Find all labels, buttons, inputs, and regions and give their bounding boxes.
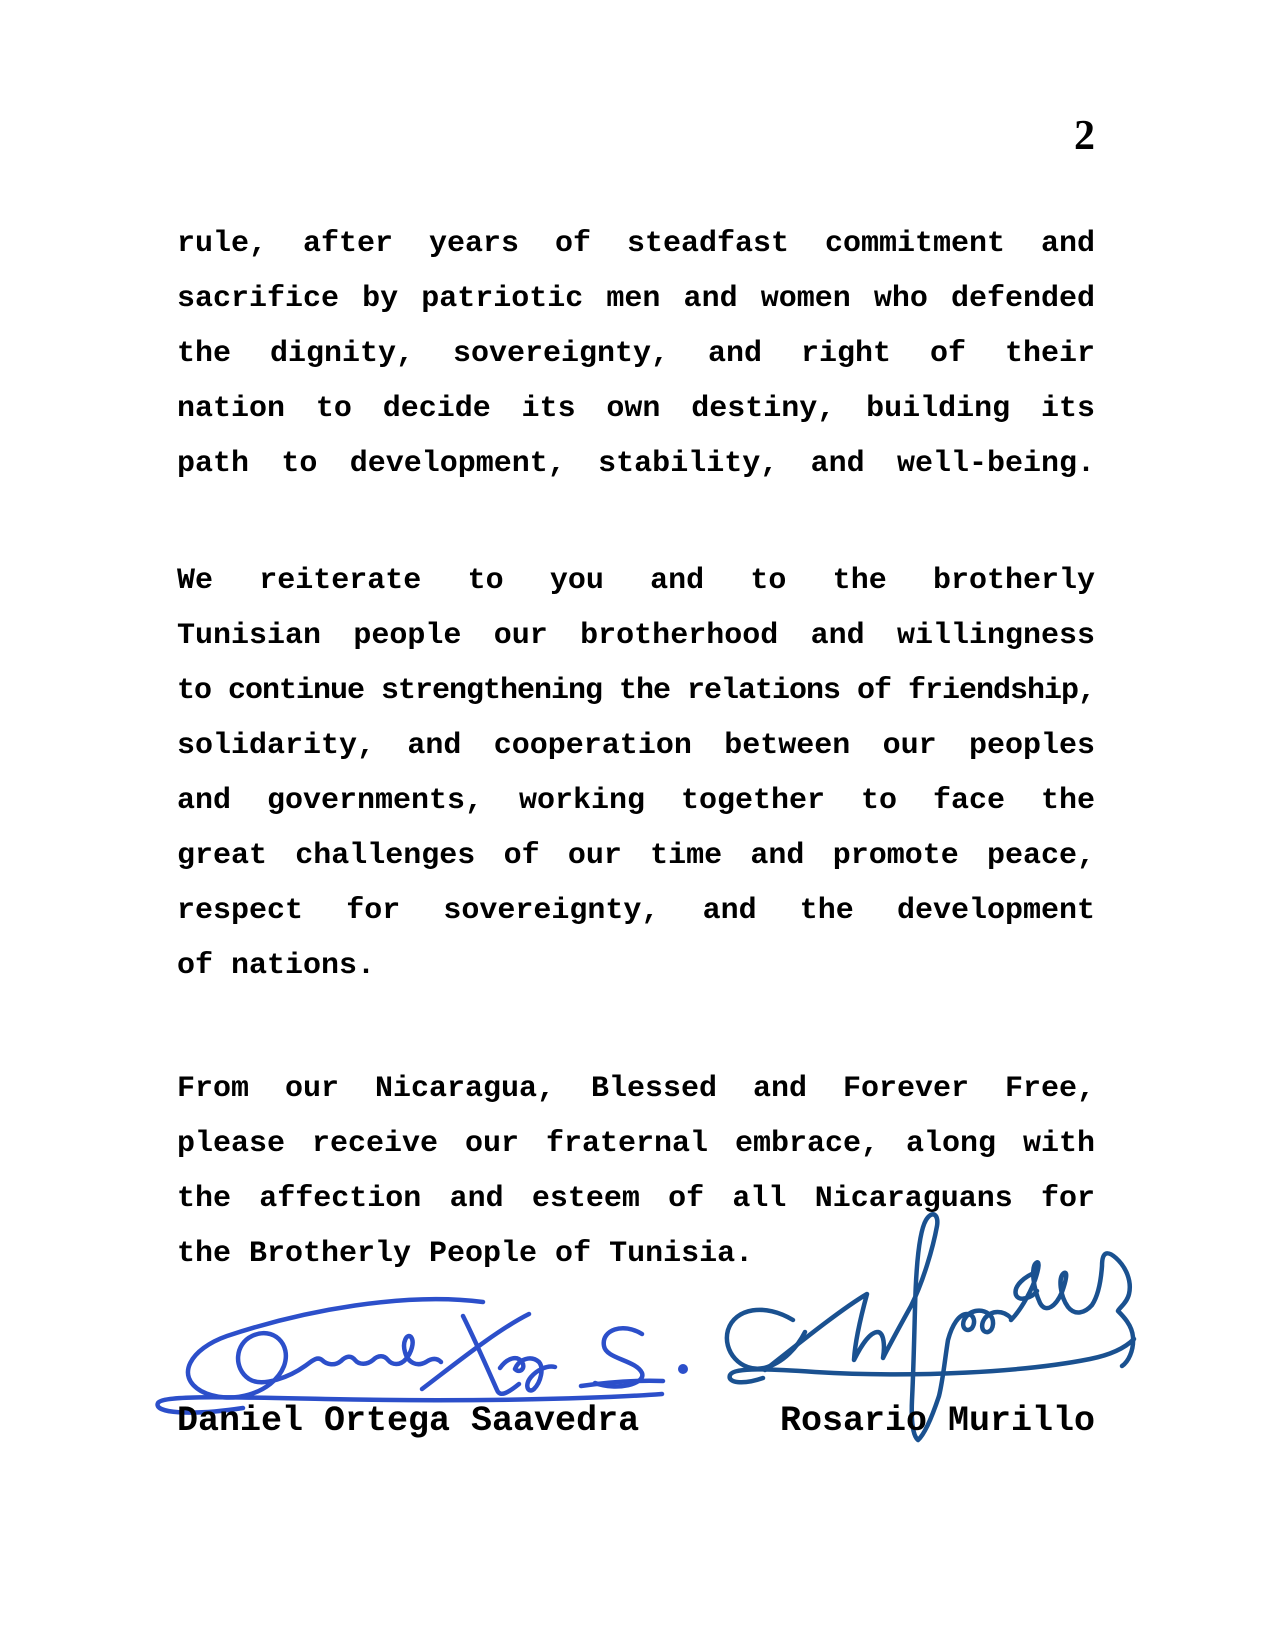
text-line: the affection and esteem of all Nicaraguans for: [177, 1182, 1095, 1216]
paragraph: [177, 1062, 1095, 1282]
text-line: the Brotherly People of Tunisia.: [177, 1237, 754, 1271]
text-line: path to development, stability, and well-being.: [177, 447, 1095, 481]
text-line: the dignity, sovereignty, and right of their: [177, 337, 1095, 371]
signatory-name-ortega: Daniel Ortega Saavedra: [177, 1401, 640, 1441]
text-line: Tunisian people our brotherhood and willingness: [177, 619, 1095, 653]
text-line: sacrifice by patriotic men and women who defended: [177, 282, 1095, 316]
signatory-names: [177, 1401, 1095, 1441]
page-number: 2: [1074, 113, 1095, 159]
signatory-name-murillo: Rosario Murillo: [779, 1401, 1095, 1441]
text-line: please receive our fraternal embrace, along with: [177, 1127, 1095, 1161]
text-line: great challenges of our time and promote peace,: [177, 839, 1095, 873]
text-line: rule, after years of steadfast commitment and: [177, 227, 1095, 261]
text-line: and governments, working together to face the: [177, 784, 1095, 818]
text-line: We reiterate to you and to the brotherly: [177, 564, 1095, 598]
text-line: nation to decide its own destiny, building its: [177, 392, 1095, 426]
text-line: respect for sovereignty, and the development: [177, 894, 1095, 928]
paragraph: [177, 554, 1095, 994]
paragraph: [177, 217, 1095, 492]
text-line: solidarity, and cooperation between our peoples: [177, 729, 1095, 763]
text-line: to continue strengthening the relations of friendship,: [177, 674, 1095, 708]
text-line: of nations.: [177, 949, 376, 983]
text-line: From our Nicaragua, Blessed and Forever Free,: [177, 1072, 1095, 1106]
